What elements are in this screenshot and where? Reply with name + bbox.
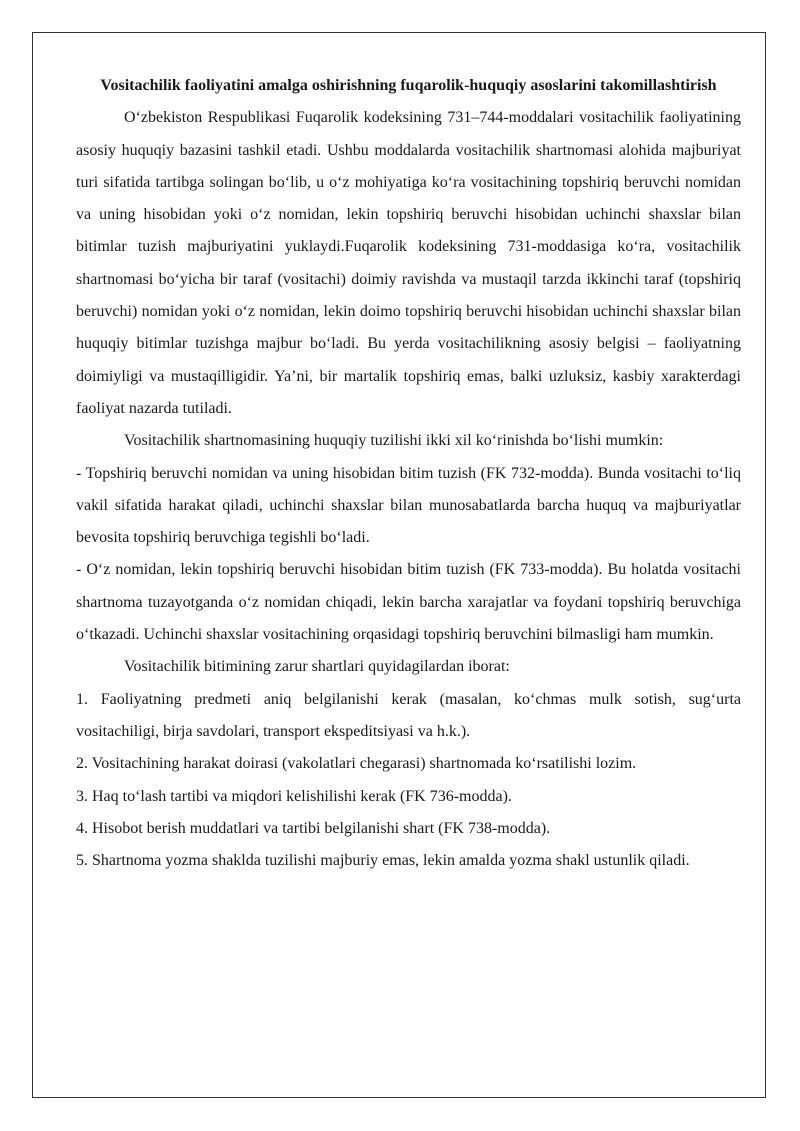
paragraph-conditions-intro: Vositachilik bitimining zarur shartlari quyidagilardan iborat: [124, 658, 510, 676]
document-body [76, 70, 741, 877]
list-item-condition-1: 1. Faoliyatning predmeti aniq belgilanishi kerak (masalan, ko‘chmas mulk sotish, sug‘urta vositachiligi, birja savdolari, transport ekspeditsiyasi va h.k.). [76, 690, 741, 740]
list-item-principal-name: - Topshiriq beruvchi nomidan va uning hisobidan bitim tuzish (FK 732-modda). Bunda vositachi to‘liq vakil sifatida harakat qiladi, uchinchi shaxslar bilan munosabatlarda barcha huquq va majburiyatlar bevosita topshiriq beruvchiga tegishli bo‘ladi. [76, 464, 741, 547]
document-title: Vositachilik faoliyatini amalga oshirishning fuqarolik-huquqiy asoslarini takomillashtirish [100, 77, 717, 94]
list-item-condition-4: 4. Hisobot berish muddatlari va tartibi belgilanishi shart (FK 738-modda). [76, 819, 551, 837]
list-item-condition-5: 5. Shartnoma yozma shaklda tuzilishi majburiy emas, lekin amalda yozma shakl ustunlik qiladi. [76, 852, 690, 870]
paragraph-structure-intro: Vositachilik shartnomasining huquqiy tuzilishi ikki xil ko‘rinishda bo‘lishi mumkin: [124, 432, 664, 450]
list-item-condition-3: 3. Haq to‘lash tartibi va miqdori kelishilishi kerak (FK 736-modda). [76, 787, 512, 805]
paragraph-legal-basis: O‘zbekiston Respublikasi Fuqarolik kodeksining 731–744-moddalari vositachilik faoliyatining asosiy huquqiy bazasini tashkil etadi. Ushbu moddalarda vositachilik shartnomasi alohida majburiyat turi sifatida tartibga solingan bo‘lib, u o‘z mohiyatiga ko‘ra vositachining topshiriq beruvchi nomidan va uning hisobidan yoki o‘z nomidan, lekin topshiriq beruvchi hisobidan uchinchi shaxslar bilan bitimlar tuzish majburiyatini yuklaydi.Fuqarolik kodeksining 731-moddasiga ko‘ra, vositachilik shartnomasi bo‘yicha bir taraf (vositachi) doimiy ravishda va mustaqil tarzda ikkinchi taraf (topshiriq beruvchi) nomidan yoki o‘z nomidan, lekin doimo topshiriq beruvchi hisobidan uchinchi shaxslar bilan huquqiy bitimlar tuzishga majbur bo‘ladi. Bu yerda vositachilikning asosiy belgisi – faoliyatning doimiyligi va mustaqilligidir. Ya’ni, bir martalik topshiriq emas, balki uzluksiz, kasbiy xarakterdagi faoliyat nazarda tutiladi. [76, 109, 741, 417]
list-item-own-name: - O‘z nomidan, lekin topshiriq beruvchi hisobidan bitim tuzish (FK 733-modda). Bu holatda vositachi shartnoma tuzayotganda o‘z nomidan chiqadi, lekin barcha xarajatlar va foydani topshiriq beruvchiga o‘tkazadi. Uchinchi shaxslar vositachining orqasidagi topshiriq beruvchini bilmasligi ham mumkin. [76, 561, 741, 644]
list-item-condition-2: 2. Vositachining harakat doirasi (vakolatlari chegarasi) shartnomada ko‘rsatilishi lozim. [76, 755, 637, 773]
